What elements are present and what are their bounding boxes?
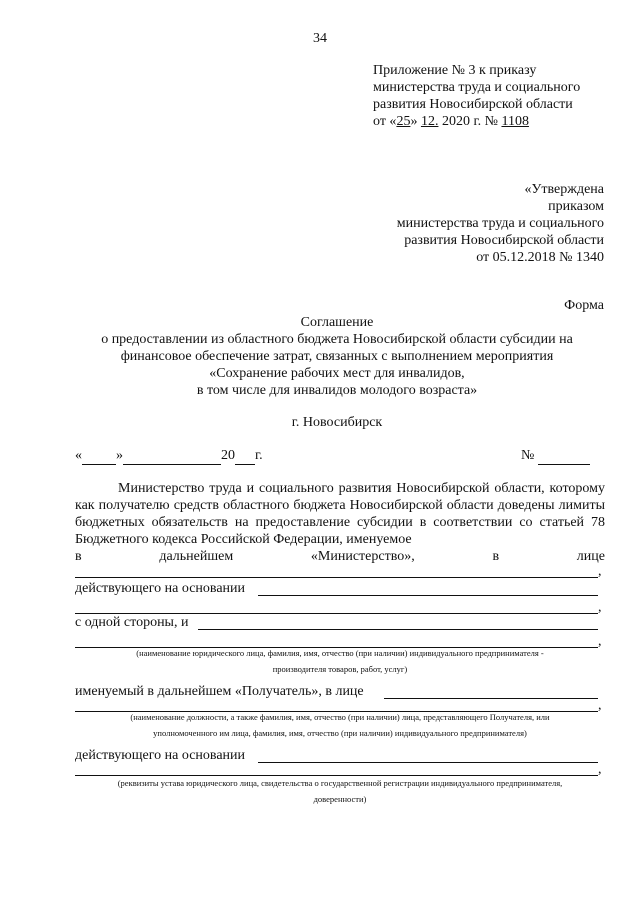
- approved-block: [380, 181, 604, 266]
- comma-1: ,: [598, 564, 602, 579]
- approved-line-2: приказом: [548, 199, 604, 214]
- appendix-date-mid: »: [410, 114, 421, 129]
- page-number: 34: [313, 31, 327, 46]
- date-year-suffix: г.: [255, 448, 263, 463]
- comma-5: ,: [598, 762, 602, 777]
- appendix-date-line: [373, 113, 580, 130]
- title-line-4: «Сохранение рабочих мест для инвалидов,: [209, 366, 465, 381]
- blank-line-1[interactable]: [75, 577, 598, 578]
- approved-line-3: министерства труда и социального: [396, 216, 604, 231]
- recipient-representative-field[interactable]: [384, 698, 598, 699]
- number-sign: №: [521, 448, 535, 463]
- acting-basis-label: действующего на основании: [75, 581, 246, 596]
- acting-basis-label-2: действующего на основании: [75, 748, 246, 763]
- party-name-field[interactable]: [198, 629, 598, 630]
- word-v: в: [75, 549, 82, 564]
- recipient-label: именуемый в дальнейшем «Получатель», в лице: [75, 684, 364, 699]
- approved-line-1: «Утверждена: [524, 182, 604, 197]
- word-litse: лице: [576, 549, 605, 564]
- date-day-field[interactable]: [82, 447, 116, 465]
- appendix-month: 12.: [420, 114, 439, 129]
- date-close-quote: »: [116, 448, 123, 463]
- body-last-line: [75, 548, 605, 565]
- appendix-number: 1108: [501, 114, 529, 129]
- date-line: [75, 447, 263, 465]
- agreement-title: [70, 314, 604, 399]
- appendix-line-2: министерства труда и социального: [373, 80, 581, 95]
- appendix-line-1: Приложение № 3 к приказу: [373, 63, 537, 78]
- one-side-label: с одной стороны, и: [75, 615, 189, 630]
- word-dalneyshem: дальнейшем: [159, 549, 234, 564]
- title-line-1: Соглашение: [300, 315, 374, 330]
- date-year-field[interactable]: [235, 447, 255, 465]
- note3-line-1: (реквизиты устава юридического лица, свидетельства о государственной регистрации индивидуального предпринимателя,: [117, 778, 563, 788]
- comma-3: ,: [598, 634, 602, 649]
- note2-line-1: (наименование должности, а также фамилия, имя, отчество (при наличии) лица, представляющего Получателя, или: [130, 712, 550, 722]
- body-paragraph: Министерство труда и социального развития Новосибирской области, которому как получателю средств областного бюджета Новосибирской области доведены лимиты бюджетных обязательств на предоставление субсидии в соответствии со статьей 78 Бюджетного кодекса Российской Федерации, именуемое: [75, 481, 605, 547]
- title-line-5: в том числе для инвалидов молодого возраста»: [196, 383, 478, 398]
- title-line-2: о предоставлении из областного бюджета Новосибирской области субсидии на: [101, 332, 573, 347]
- comma-4: ,: [598, 698, 602, 713]
- note3-line-2: доверенности): [313, 794, 367, 804]
- note-representative: [75, 712, 605, 739]
- word-ministerstvo: «Министерство»,: [310, 549, 415, 564]
- note1-line-2: производителя товаров, работ, услуг): [272, 664, 408, 674]
- note-basis-details: [75, 778, 605, 805]
- agreement-number-field[interactable]: [538, 447, 590, 465]
- date-month-field[interactable]: [123, 447, 221, 465]
- city: г. Новосибирск: [291, 415, 383, 430]
- blank-line-5[interactable]: [75, 775, 598, 776]
- agreement-number: [521, 447, 590, 465]
- acting-basis-field[interactable]: [258, 595, 598, 596]
- word-v2: в: [492, 549, 500, 564]
- form-label: Форма: [564, 298, 604, 313]
- note2-line-2: уполномоченного им лица, фамилия, имя, отчество (при наличии) индивидуального предпринимателя): [153, 728, 527, 738]
- title-line-3: финансовое обеспечение затрат, связанных с выполнением мероприятия: [120, 349, 554, 364]
- approved-line-4: развития Новосибирской области: [404, 233, 604, 248]
- appendix-year: 2020 г. №: [438, 114, 502, 129]
- acting-basis-field-2[interactable]: [258, 762, 598, 763]
- date-open-quote: «: [75, 448, 82, 463]
- approved-line-5: от 05.12.2018 № 1340: [476, 250, 604, 265]
- date-year-prefix: 20: [221, 448, 235, 463]
- note-recipient-name: [75, 648, 605, 675]
- appendix-line-3: развития Новосибирской области: [373, 97, 573, 112]
- note1-line-1: (наименование юридического лица, фамилия, имя, отчество (при наличии) индивидуального предпринимателя -: [136, 648, 544, 658]
- appendix-day: 25: [396, 114, 411, 129]
- appendix-date-prefix: от «: [373, 114, 397, 129]
- appendix-block: [373, 62, 580, 130]
- comma-2: ,: [598, 600, 602, 615]
